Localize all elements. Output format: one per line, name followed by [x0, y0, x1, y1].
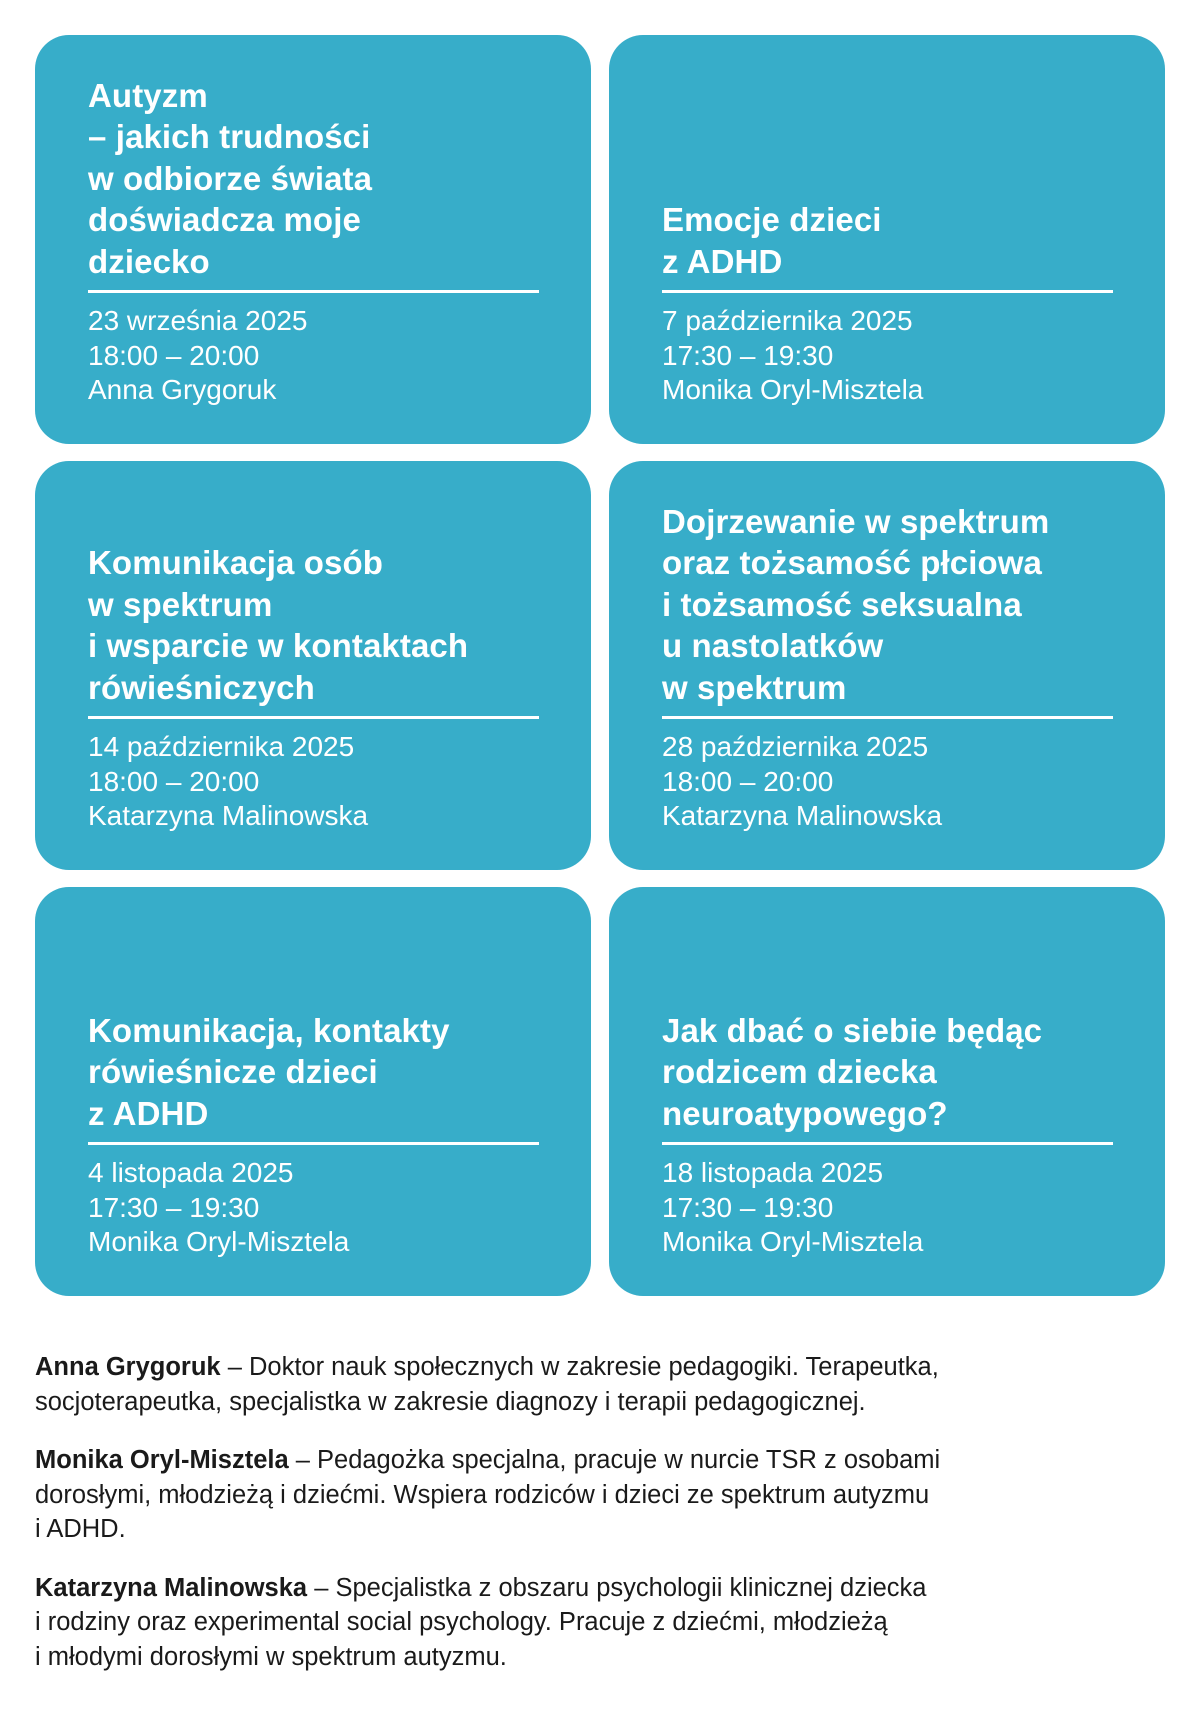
- event-time: 18:00 – 20:00: [88, 339, 260, 371]
- speaker-bio: [35, 1443, 1175, 1547]
- bio-name: Monika Oryl-Misztela: [35, 1446, 289, 1474]
- bio-text: – Specjalistka z obszaru psychologii klinicznej dziecka i rodziny oraz experimental social psychology. Pracuje z dziećmi, młodzieżą i młodymi dorosłymi w spektrum autyzmu.: [35, 1573, 927, 1671]
- event-title: Autyzm – jakich trudności w odbiorze świata doświadcza moje dziecko: [88, 76, 373, 280]
- speaker-bios: [35, 1350, 1175, 1698]
- event-card: [35, 887, 591, 1296]
- event-time: 17:30 – 19:30: [662, 1191, 834, 1223]
- event-info: [88, 304, 561, 408]
- bio-text: – Doktor nauk społecznych w zakresie pedagogiki. Terapeutka, socjoterapeutka, specjalistka w zakresie diagnozy i terapii pedagogicznej.: [35, 1353, 939, 1416]
- event-title: Dojrzewanie w spektrum oraz tożsamość płciowa i tożsamość seksualna u nastolatków w spektrum: [662, 502, 1050, 706]
- event-speaker: Monika Oryl-Misztela: [88, 1226, 350, 1257]
- event-divider: [88, 290, 539, 293]
- event-info: [662, 1156, 1135, 1260]
- event-divider: [88, 716, 539, 719]
- event-divider: [662, 1142, 1113, 1145]
- event-speaker: Katarzyna Malinowska: [662, 800, 943, 831]
- event-title: Komunikacja, kontakty rówieśnicze dzieci z ADHD: [88, 1011, 450, 1132]
- event-date: 4 listopada 2025: [88, 1157, 294, 1188]
- event-time: 18:00 – 20:00: [662, 765, 834, 797]
- event-info: [88, 1156, 561, 1260]
- event-speaker: Katarzyna Malinowska: [88, 800, 369, 831]
- event-speaker: Monika Oryl-Misztela: [662, 1226, 924, 1257]
- event-date: 23 września 2025: [88, 305, 308, 336]
- event-divider: [662, 290, 1113, 293]
- event-info: [662, 730, 1135, 834]
- event-date: 28 października 2025: [662, 731, 929, 762]
- event-info: [88, 730, 561, 834]
- event-divider: [88, 1142, 539, 1145]
- event-card: [609, 461, 1165, 870]
- event-divider: [662, 716, 1113, 719]
- event-date: 14 października 2025: [88, 731, 355, 762]
- event-time: 17:30 – 19:30: [662, 339, 834, 371]
- speaker-bio: [35, 1350, 1175, 1419]
- event-time: 17:30 – 19:30: [88, 1191, 260, 1223]
- event-card: [35, 461, 591, 870]
- event-title: Komunikacja osób w spektrum i wsparcie w kontaktach rówieśniczych: [88, 544, 469, 706]
- event-date: 18 listopada 2025: [662, 1157, 884, 1188]
- event-title: Emocje dzieci z ADHD: [662, 201, 882, 280]
- bio-name: Katarzyna Malinowska: [35, 1573, 308, 1602]
- event-speaker: Anna Grygoruk: [88, 374, 277, 405]
- bio-text: – Pedagożka specjalna, pracuje w nurcie TSR z osobami dorosłymi, młodzieżą i dziećmi. Wspiera rodziców i dzieci ze spektrum autyzmu i ADHD.: [35, 1446, 941, 1543]
- event-info: [662, 304, 1135, 408]
- event-time: 18:00 – 20:00: [88, 765, 260, 797]
- event-card: [609, 35, 1165, 444]
- events-grid: [35, 35, 1165, 1296]
- event-card: [35, 35, 591, 444]
- bio-name: Anna Grygoruk: [35, 1353, 221, 1381]
- event-card: [609, 887, 1165, 1296]
- speaker-bio: [35, 1571, 1175, 1675]
- event-date: 7 października 2025: [662, 305, 913, 336]
- event-speaker: Monika Oryl-Misztela: [662, 374, 924, 405]
- event-title: Jak dbać o siebie będąc rodzicem dziecka neuroatypowego?: [662, 1011, 1043, 1132]
